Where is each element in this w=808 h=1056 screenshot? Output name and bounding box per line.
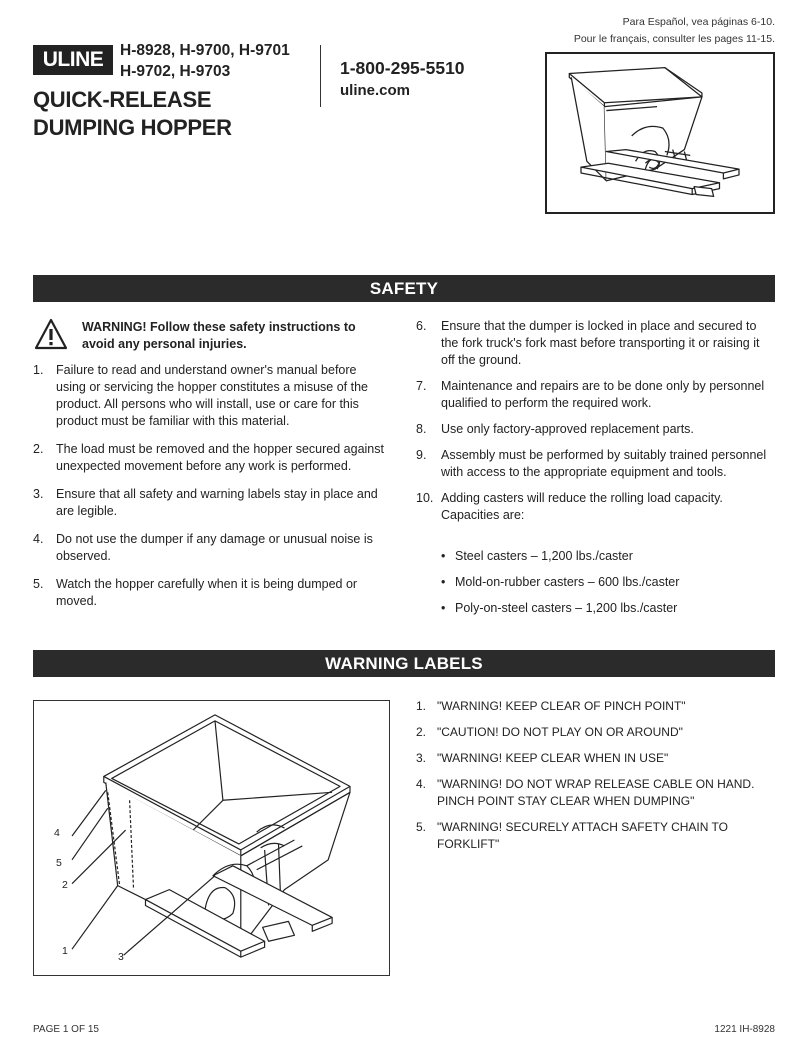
warning-label-number: 3. xyxy=(416,751,427,765)
safety-list-right xyxy=(416,318,776,533)
safety-item-text: Ensure that the dumper is locked in place and secured to the fork truck's fork mast before transporting it or raising it off the ground. xyxy=(441,319,760,367)
safety-item-number: 4. xyxy=(33,532,44,546)
warning-triangle-icon xyxy=(34,318,68,350)
warning-labels-list xyxy=(416,698,776,862)
safety-warning-text: WARNING! Follow these safety instructions to avoid any personal injuries. xyxy=(82,320,356,351)
caster-capacity-text: Steel casters – 1,200 lbs./caster xyxy=(455,549,633,563)
caster-capacity-list xyxy=(441,548,679,626)
document-title-line-2: DUMPING HOPPER xyxy=(33,115,232,140)
website-link[interactable]: uline.com xyxy=(340,82,411,99)
bullet-icon: • xyxy=(441,549,446,563)
caster-capacity-item xyxy=(441,548,679,565)
warning-label-text: "CAUTION! DO NOT PLAY ON OR AROUND" xyxy=(437,725,683,739)
hopper-drawing xyxy=(547,54,773,212)
warning-label-item xyxy=(416,698,776,715)
callout-1: 1 xyxy=(62,945,68,957)
document-code: 1221 IH-8928 xyxy=(714,1024,775,1035)
bullet-icon: • xyxy=(441,601,446,615)
warning-label-text: "WARNING! SECURELY ATTACH SAFETY CHAIN TO FORKLIFT" xyxy=(437,820,728,851)
bullet-icon: • xyxy=(441,575,446,589)
safety-item-number: 9. xyxy=(416,448,427,462)
safety-item-number: 2. xyxy=(33,442,44,456)
phone-number: 1-800-295-5510 xyxy=(340,58,465,78)
hopper-label-drawing xyxy=(34,701,389,975)
model-numbers-line-1: H-8928, H-9700, H-9701 xyxy=(120,42,290,59)
safety-item xyxy=(416,318,776,369)
header-divider xyxy=(320,45,321,107)
caster-capacity-text: Mold-on-rubber casters – 600 lbs./caster xyxy=(455,575,680,589)
hopper-illustration xyxy=(545,52,775,214)
warning-labels-heading: WARNING LABELS xyxy=(33,650,775,677)
safety-item-text: Ensure that all safety and warning labels stay in place and are legible. xyxy=(56,487,378,518)
safety-item xyxy=(33,486,388,520)
model-numbers xyxy=(120,40,290,82)
warning-label-text: "WARNING! KEEP CLEAR OF PINCH POINT" xyxy=(437,699,686,713)
safety-item xyxy=(416,490,776,524)
language-note xyxy=(574,14,775,48)
safety-item-number: 10. xyxy=(416,491,434,505)
safety-item-number: 1. xyxy=(33,363,44,377)
uline-logo: ULINE xyxy=(33,45,113,75)
safety-item xyxy=(416,378,776,412)
safety-item-text: Adding casters will reduce the rolling load capacity. Capacities are: xyxy=(441,491,723,522)
caster-capacity-text: Poly-on-steel casters – 1,200 lbs./caster xyxy=(455,601,678,615)
model-numbers-line-2: H-9702, H-9703 xyxy=(120,63,231,80)
safety-item-text: Failure to read and understand owner's manual before using or servicing the hopper constitutes a misuse of the product. All persons who will install, use or care for this product must be familiar with this material. xyxy=(56,363,368,428)
document-title-line-1: QUICK-RELEASE xyxy=(33,87,212,112)
safety-item xyxy=(416,421,776,438)
language-note-french: Pour le français, consulter les pages 11-15. xyxy=(573,33,775,45)
safety-heading: SAFETY xyxy=(33,275,775,302)
warning-label-text: "WARNING! KEEP CLEAR WHEN IN USE" xyxy=(437,751,669,765)
warning-label-diagram xyxy=(33,700,390,976)
safety-item-number: 5. xyxy=(33,577,44,591)
warning-label-item xyxy=(416,819,776,853)
page-number: PAGE 1 OF 15 xyxy=(33,1024,99,1035)
safety-item-text: Assembly must be performed by suitably trained personnel with access to the appropriate equipment and tools. xyxy=(441,448,767,479)
warning-label-number: 5. xyxy=(416,820,427,834)
safety-item-text: Maintenance and repairs are to be done only by personnel qualified to perform the required work. xyxy=(441,379,765,410)
callout-4: 4 xyxy=(54,827,60,839)
safety-item-number: 6. xyxy=(416,319,427,333)
safety-list-left xyxy=(33,362,388,621)
safety-item-text: The load must be removed and the hopper secured against unexpected movement before any work is performed. xyxy=(56,442,384,473)
language-note-spanish: Para Español, vea páginas 6-10. xyxy=(622,16,775,28)
safety-item xyxy=(33,441,388,475)
warning-label-text: "WARNING! DO NOT WRAP RELEASE CABLE ON HAND. PINCH POINT STAY CLEAR WHEN DUMPING" xyxy=(437,777,755,808)
callout-3: 3 xyxy=(118,951,124,963)
warning-label-item xyxy=(416,776,776,810)
safety-item-text: Watch the hopper carefully when it is being dumped or moved. xyxy=(56,577,358,608)
warning-label-item xyxy=(416,724,776,741)
warning-label-number: 1. xyxy=(416,699,427,713)
caster-capacity-item xyxy=(441,600,679,617)
safety-item-text: Do not use the dumper if any damage or unusual noise is observed. xyxy=(56,532,373,563)
safety-item-number: 7. xyxy=(416,379,427,393)
callout-5: 5 xyxy=(56,857,62,869)
safety-item xyxy=(33,576,388,610)
safety-item xyxy=(416,447,776,481)
safety-item-number: 8. xyxy=(416,422,427,436)
caster-capacity-item xyxy=(441,574,679,591)
safety-item-number: 3. xyxy=(33,487,44,501)
callout-2: 2 xyxy=(62,879,68,891)
safety-item xyxy=(33,531,388,565)
document-title xyxy=(33,86,232,142)
warning-label-number: 4. xyxy=(416,777,427,791)
warning-label-number: 2. xyxy=(416,725,427,739)
safety-item-text: Use only factory-approved replacement parts. xyxy=(441,422,694,436)
safety-item xyxy=(33,362,388,430)
warning-label-item xyxy=(416,750,776,767)
